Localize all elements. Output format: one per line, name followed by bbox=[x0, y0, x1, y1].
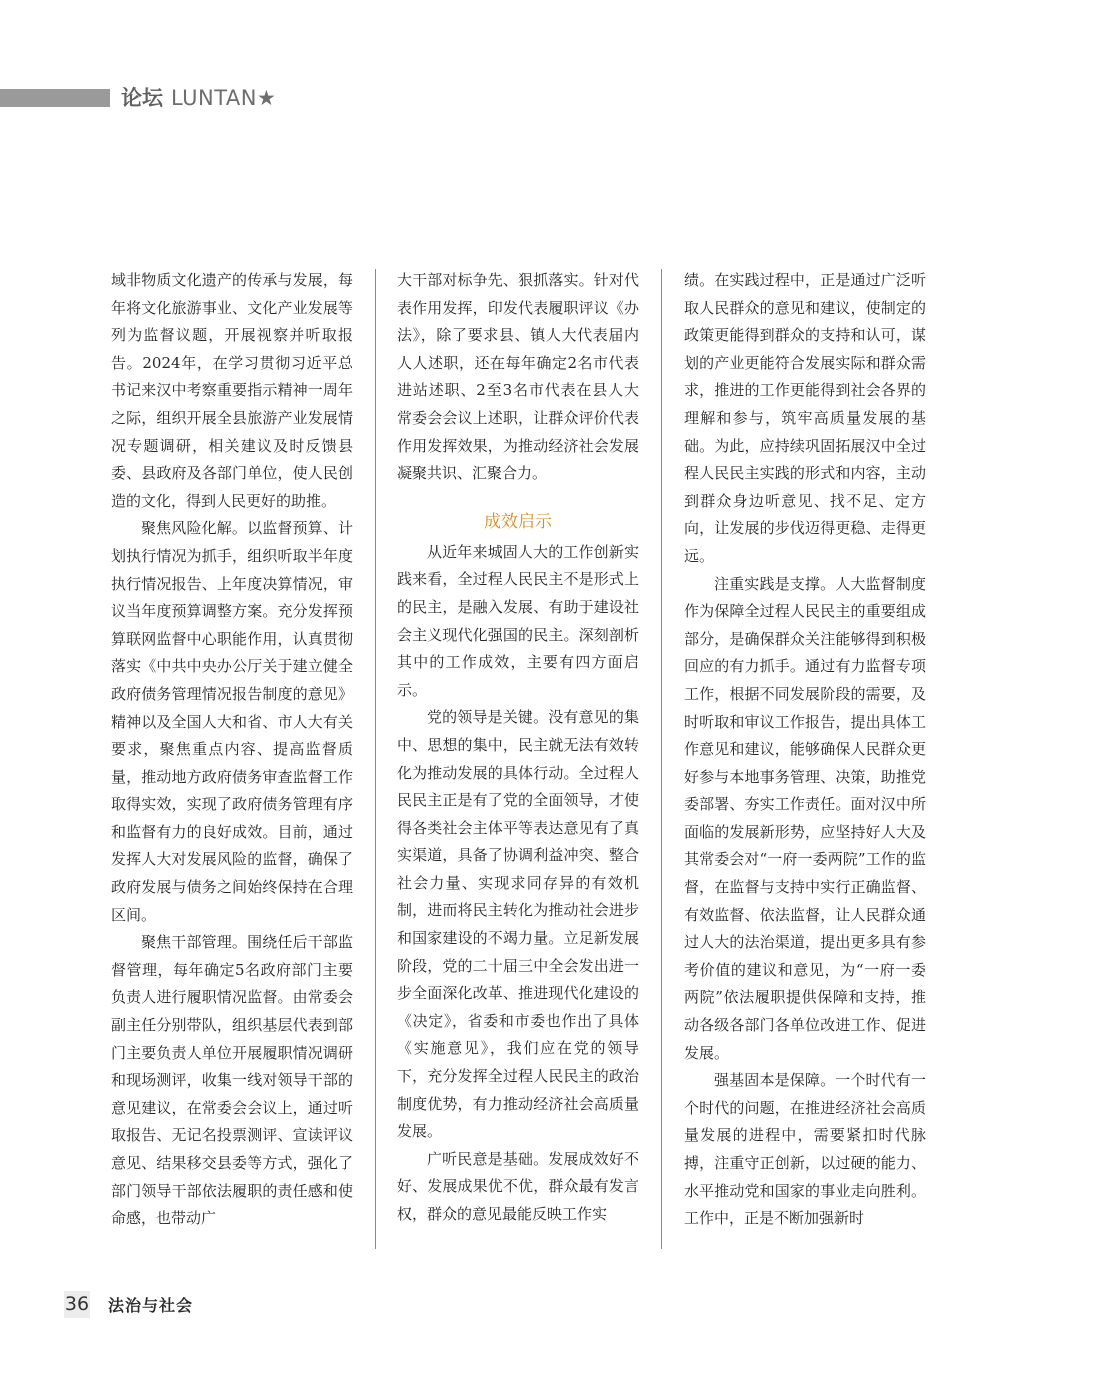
text-column-2 bbox=[397, 267, 639, 1229]
section-heading: 成效启示 bbox=[484, 511, 552, 532]
section-title bbox=[121, 84, 276, 112]
paragraph: 强基固本是保障。一个时代有一个时代的问题，在推进经济社会高质量发展的进程中，需要紧扣时代脉搏，注重守正创新，以过硬的能力、水平推动党和国家的事业走向胜利。工作中，正是不断加强新时 bbox=[684, 1071, 926, 1228]
section-title-cn: 论坛 bbox=[121, 86, 163, 110]
paragraph: 注重实践是支撑。人大监督制度作为保障全过程人民民主的重要组成部分，是确保群众关注能够得到积极回应的有力抓手。通过有力监督专项工作，根据不同发展阶段的需要，及时听取和审议工作报告，提出具体工作意见和建议，能够确保人民群众更好参与本地事务管理、决策，助推党委部署、夯实工作责任。面对汉中所面临的发展新形势，应坚持好人大及其常委会对“一府一委两院”工作的监督，在监督与支持中实行正确监督、有效监督、依法监督，让人民群众通过人大的法治渠道，提出更多具有参考价值的建议和意见，为“一府一委两院”依法履职提供保障和支持，推动各级各部门各单位改进工作、促进发展。 bbox=[684, 574, 926, 1062]
text-column-1 bbox=[111, 267, 353, 1233]
paragraph: 广听民意是基础。发展成效好不好、发展成果优不优，群众最有发言权，群众的意见最能反映工作实 bbox=[397, 1149, 639, 1223]
section-title-en: LUNTAN★ bbox=[171, 86, 277, 110]
paragraph: 绩。在实践过程中，正是通过广泛听取人民群众的意见和建议，使制定的政策更能得到群众的支持和认可，谋划的产业更能符合发展实际和群众需求，推进的工作更能得到社会各界的理解和参与，筑牢高质量发展的基础。为此，应持续巩固拓展汉中全过程人民民主实践的形式和内容，主动到群众身边听意见、找不足、定方向，让发展的步伐迈得更稳、走得更远。 bbox=[684, 271, 926, 565]
paragraph: 聚焦风险化解。以监督预算、计划执行情况为抓手，组织听取半年度执行情况报告、上年度决算情况，审议当年度预算调整方案。充分发挥预算联网监督中心职能作用，认真贯彻落实《中共中央办公厅关于建立健全政府债务管理情况报告制度的意见》精神以及全国人大和省、市人大有关要求，聚焦重点内容、提高监督质量，推动地方政府债务审查监督工作取得实效，实现了政府债务管理有序和监督有力的良好成效。目前，通过发挥人大对发展风险的监督，确保了政府发展与债务之间始终保持在合理区间。 bbox=[111, 519, 353, 924]
paragraph: 从近年来城固人大的工作创新实践来看，全过程人民民主不是形式上的民主，是融入发展、有助于建设社会主义现代化强国的民主。深刻剖析其中的工作成效，主要有四方面启示。 bbox=[397, 542, 639, 699]
column-divider-1 bbox=[375, 269, 376, 1249]
paragraph: 域非物质文化遗产的传承与发展，每年将文化旅游事业、文化产业发展等列为监督议题，开展视察并听取报告。2024年，在学习贯彻习近平总书记来汉中考察重要指示精神一周年之际，组织开展全县旅游产业发展情况专题调研，相关建议及时反馈县委、县政府及各部门单位，使人民创造的文化，得到人民更好的助推。 bbox=[111, 271, 353, 510]
paragraph: 党的领导是关键。没有意见的集中、思想的集中，民主就无法有效转化为推动发展的具体行动。全过程人民民主正是有了党的全面领导，才使得各类社会主体平等表达意见有了真实渠道，具备了协调利益冲突、整合社会力量、实现求同存异的有效机制，进而将民主转化为推动社会进步和国家建设的不竭力量。立足新发展阶段，党的二十届三中全会发出进一步全面深化改革、推进现代化建设的《决定》，省委和市委也作出了具体《实施意见》，我们应在党的领导下，充分发挥全过程人民民主的政治制度优势，有力推动经济社会高质量发展。 bbox=[397, 708, 639, 1141]
paragraph: 聚焦干部管理。围绕任后干部监督管理，每年确定5名政府部门主要负责人进行履职情况监督。由常委会副主任分别带队，组织基层代表到部门主要负责人单位开展履职情况调研和现场测评，收集一线对领导干部的意见建议，在常委会会议上，通过听取报告、无记名投票测评、宣读评议意见、结果移交县委等方式，强化了部门领导干部依法履职的责任感和使命感，也带动广 bbox=[111, 933, 353, 1228]
header-accent-bar bbox=[0, 89, 110, 107]
column-divider-2 bbox=[661, 269, 662, 1249]
journal-name: 法治与社会 bbox=[108, 1296, 194, 1315]
paragraph: 大干部对标争先、狠抓落实。针对代表作用发挥，印发代表履职评议《办法》，除了要求县、镇人大代表届内人人述职，还在每年确定2名市代表进站述职、2至3名市代表在县人大常委会会议上述职，让群众评价代表作用发挥效果，为推动经济社会发展凝聚共识、汇聚合力。 bbox=[397, 271, 639, 483]
text-column-3 bbox=[684, 267, 926, 1233]
page-number: 36 bbox=[64, 1291, 90, 1318]
